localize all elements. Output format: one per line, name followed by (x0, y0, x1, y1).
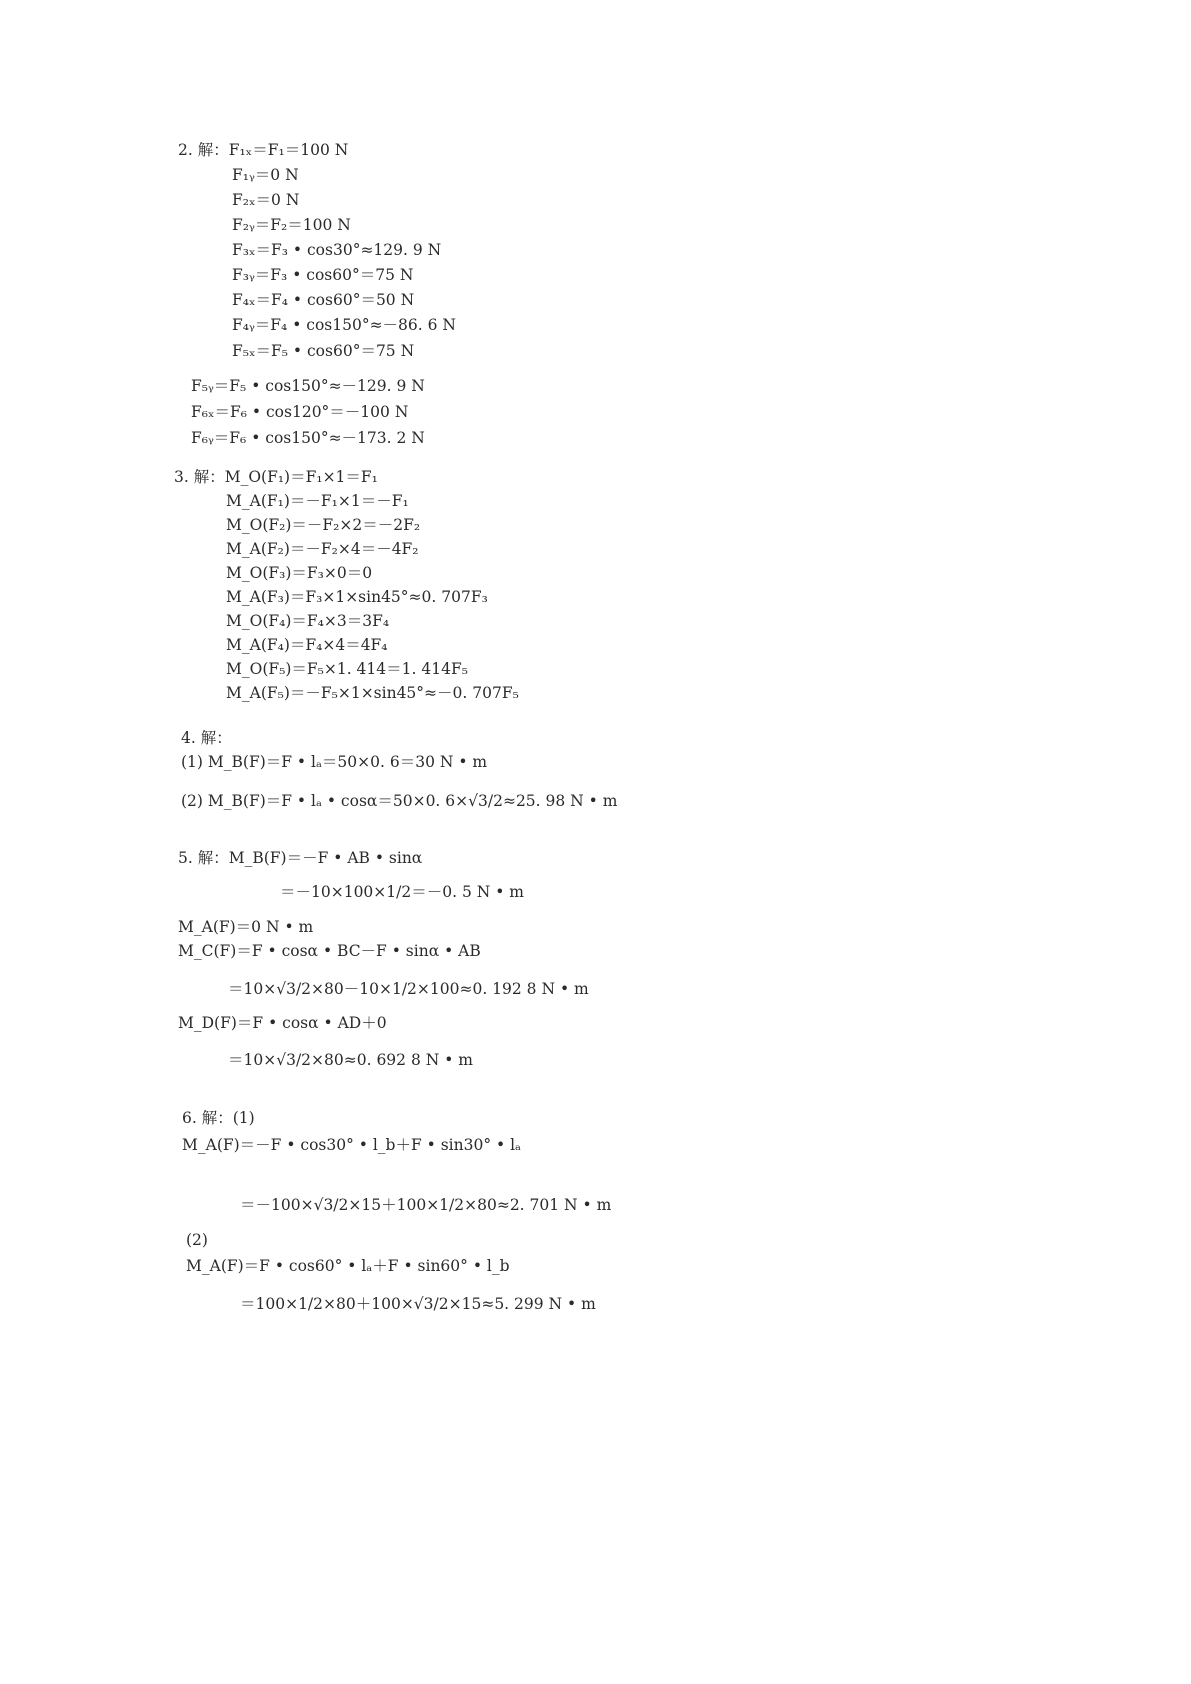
answer-line: ＝10×√3/2×80－10×1/2×100≈0. 192 8 N • m (228, 980, 589, 998)
answer-line: M_A(F₁)＝－F₁×1＝－F₁ (226, 492, 409, 510)
answer-line: 5. 解：M_B(F)＝－F • AB • sinα (178, 849, 423, 867)
answer-line: ＝－100×√3/2×15＋100×1/2×80≈2. 701 N • m (240, 1196, 612, 1214)
answer-line: F₆ₓ＝F₆ • cos120°＝－100 N (191, 403, 409, 421)
answer-line: F₁ᵧ＝0 N (232, 166, 299, 184)
answer-line: F₄ᵧ＝F₄ • cos150°≈－86. 6 N (232, 316, 456, 334)
answer-line: M_O(F₅)＝F₅×1. 414＝1. 414F₅ (226, 660, 468, 678)
answer-line: F₂ᵧ＝F₂＝100 N (232, 216, 351, 234)
answer-line: ＝－10×100×1/2＝－0. 5 N • m (280, 883, 524, 901)
answer-line: F₅ᵧ＝F₅ • cos150°≈－129. 9 N (191, 377, 425, 395)
answer-line: M_A(F₄)＝F₄×4＝4F₄ (226, 636, 388, 654)
answer-line: F₆ᵧ＝F₆ • cos150°≈－173. 2 N (191, 429, 425, 447)
answer-line: M_O(F₄)＝F₄×3＝3F₄ (226, 612, 390, 630)
answer-line: ＝10×√3/2×80≈0. 692 8 N • m (228, 1051, 474, 1069)
answer-line: F₃ₓ＝F₃ • cos30°≈129. 9 N (232, 241, 442, 259)
answer-line: M_A(F)＝－F • cos30° • l_b＋F • sin30° • lₐ (182, 1136, 522, 1154)
answer-line: ＝100×1/2×80＋100×√3/2×15≈5. 299 N • m (240, 1295, 596, 1313)
answer-line: 3. 解：M_O(F₁)＝F₁×1＝F₁ (174, 468, 378, 486)
answer-line: M_O(F₃)＝F₃×0＝0 (226, 564, 373, 582)
answer-line: 6. 解：(1) (182, 1109, 255, 1127)
answer-line: F₂ₓ＝0 N (232, 191, 300, 209)
answer-line: F₃ᵧ＝F₃ • cos60°＝75 N (232, 266, 414, 284)
answer-line: M_A(F)＝0 N • m (178, 918, 314, 936)
answer-line: F₄ₓ＝F₄ • cos60°＝50 N (232, 291, 415, 309)
answer-line: 4. 解： (181, 729, 232, 747)
answer-line: M_A(F₃)＝F₃×1×sin45°≈0. 707F₃ (226, 588, 488, 606)
answer-line: F₅ₓ＝F₅ • cos60°＝75 N (232, 342, 415, 360)
answer-line: 2. 解：F₁ₓ＝F₁＝100 N (178, 141, 349, 159)
answer-line: (1) M_B(F)＝F • lₐ＝50×0. 6＝30 N • m (181, 753, 488, 771)
answer-line: M_A(F)＝F • cos60° • lₐ＋F • sin60° • l_b (186, 1257, 510, 1275)
answer-line: (2) (186, 1231, 208, 1249)
answer-line: M_D(F)＝F • cosα • AD＋0 (178, 1014, 387, 1032)
answer-line: M_A(F₅)＝－F₅×1×sin45°≈－0. 707F₅ (226, 684, 519, 702)
answer-line: M_C(F)＝F • cosα • BC－F • sinα • AB (178, 942, 481, 960)
answer-line: M_O(F₂)＝－F₂×2＝－2F₂ (226, 516, 421, 534)
answer-line: (2) M_B(F)＝F • lₐ • cosα＝50×0. 6×√3/2≈25. 98 N • m (181, 792, 618, 810)
answer-line: M_A(F₂)＝－F₂×4＝－4F₂ (226, 540, 419, 558)
